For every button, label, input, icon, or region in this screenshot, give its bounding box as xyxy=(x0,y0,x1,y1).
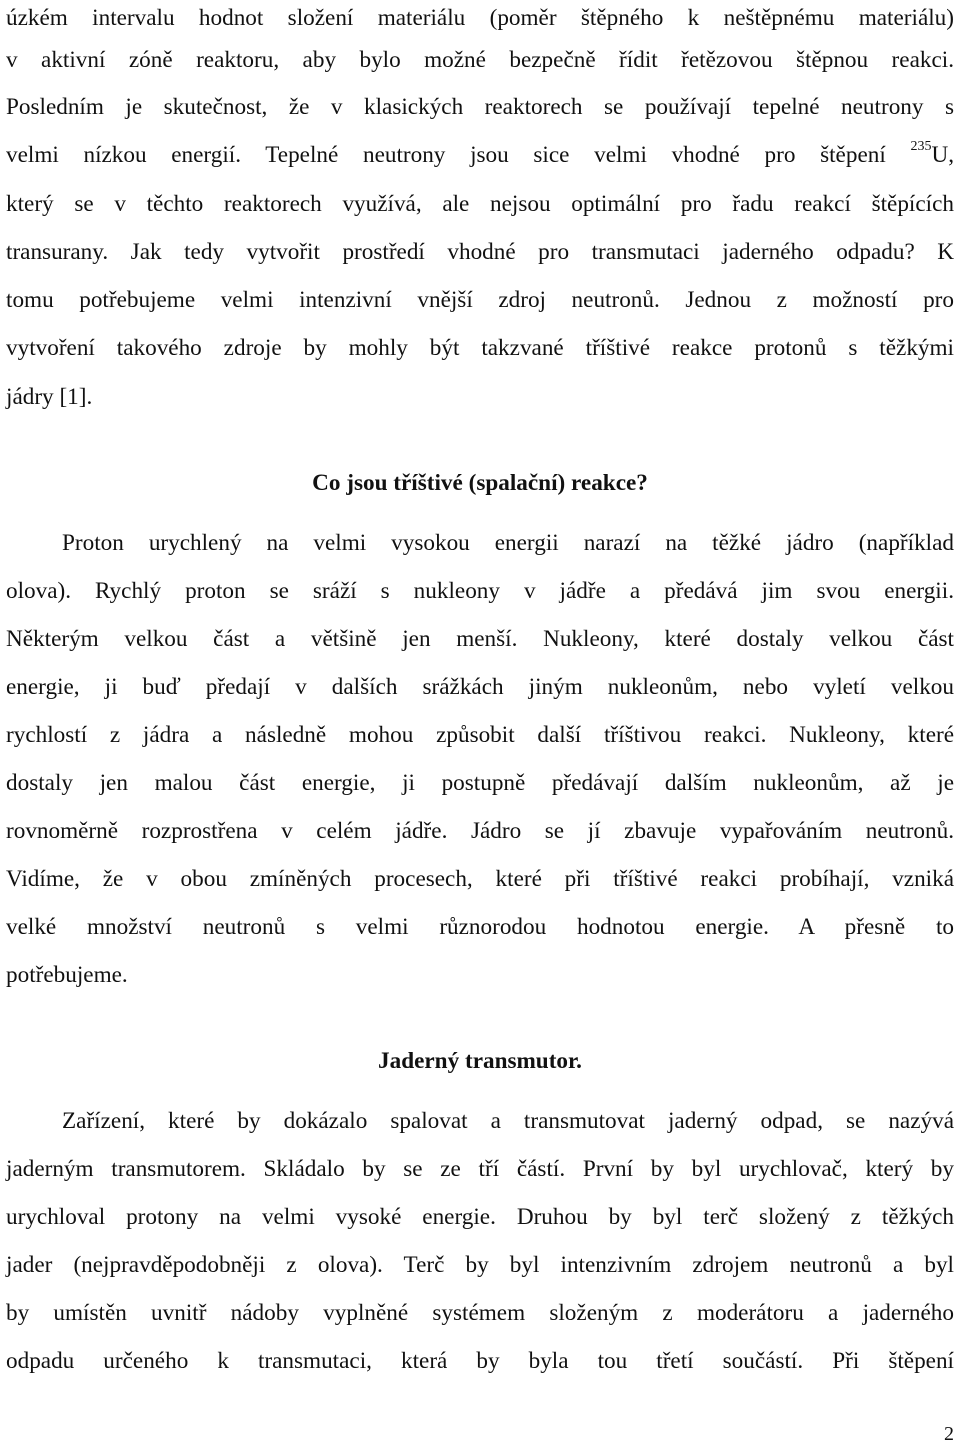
paragraph-line: transurany. Jak tedy vytvořit prostředí vhodné pro transmutaci jaderného odpadu? K xyxy=(6,239,954,265)
isotope-mass-number: 235 xyxy=(910,139,932,154)
paragraph-line: jádry [1]. xyxy=(6,384,93,410)
paragraph-line: který se v těchto reaktorech využívá, ale nejsou optimální pro řadu reakcí štěpících xyxy=(6,191,954,217)
paragraph-line: v aktivní zóně reaktoru, aby bylo možné bezpečně řídit řetězovou štěpnou reakci. xyxy=(6,47,954,73)
section-heading: Co jsou tříštivé (spalační) reakce? xyxy=(312,470,648,496)
paragraph-line: rychlostí z jádra a následně mohou způsobit další tříštivou reakci. Nukleony, které xyxy=(6,722,954,748)
paragraph-line: by umístěn uvnitř nádoby vyplněné systémem složeným z moderátoru a jaderného xyxy=(6,1300,954,1326)
paragraph-line: tomu potřebujeme velmi intenzivní vnější zdroj neutronů. Jednou z možností pro xyxy=(6,287,954,313)
paragraph-line: vytvoření takového zdroje by mohly být takzvané tříštivé reakce protonů s těžkými xyxy=(6,335,954,361)
paragraph-line: potřebujeme. xyxy=(6,962,128,988)
paragraph-line: Vidíme, že v obou zmíněných procesech, které při tříštivé reakci probíhají, vzniká xyxy=(6,866,954,892)
paragraph-line: velké množství neutronů s velmi různorodou hodnotou energie. A přesně to xyxy=(6,914,954,940)
paragraph-line: urychloval protony na velmi vysoké energie. Druhou by byl terč složený z těžkých xyxy=(6,1204,954,1230)
paragraph-line: úzkém intervalu hodnot složení materiálu (poměr štěpného k neštěpnému materiálu) xyxy=(6,5,954,31)
paragraph-line: energie, ji buď předají v dalších srážkách jiným nukleonům, nebo vyletí velkou xyxy=(6,674,954,700)
paragraph-line-text: velmi nízkou energií. Tepelné neutrony jsou sice velmi vhodné pro štěpení xyxy=(6,142,886,168)
isotope-symbol: U, xyxy=(931,142,954,168)
isotope-notation xyxy=(910,139,954,168)
paragraph-line: Zařízení, které by dokázalo spalovat a transmutovat jaderný odpad, se nazývá xyxy=(62,1108,954,1134)
paragraph-line: jader (nejpravděpodobněji z olova). Terč by byl intenzivním zdrojem neutronů a byl xyxy=(6,1252,954,1278)
paragraph-line: olova). Rychlý proton se sráží s nukleony v jádře a předává jim svou energii. xyxy=(6,578,954,604)
paragraph-line: Některým velkou část a většině jen menší. Nukleony, které dostaly velkou část xyxy=(6,626,954,652)
paragraph-line-with-isotope xyxy=(6,140,954,174)
paragraph-line: odpadu určeného k transmutaci, která by byla tou třetí součástí. Při štěpení xyxy=(6,1348,954,1374)
paragraph-line: dostaly jen malou část energie, ji postupně předávají dalším nukleonům, až je xyxy=(6,770,954,796)
paragraph-line: jaderným transmutorem. Skládalo by se ze tří částí. První by byl urychlovač, který by xyxy=(6,1156,954,1182)
paragraph-line: rovnoměrně rozprostřena v celém jádře. Jádro se jí zbavuje vypařováním neutronů. xyxy=(6,818,954,844)
section-heading: Jaderný transmutor. xyxy=(378,1048,582,1074)
paragraph-line: Proton urychlený na velmi vysokou energii narazí na těžké jádro (například xyxy=(62,530,954,556)
page-number: 2 xyxy=(944,1423,954,1445)
paragraph-line: Posledním je skutečnost, že v klasických reaktorech se používají tepelné neutrony s xyxy=(6,94,954,120)
